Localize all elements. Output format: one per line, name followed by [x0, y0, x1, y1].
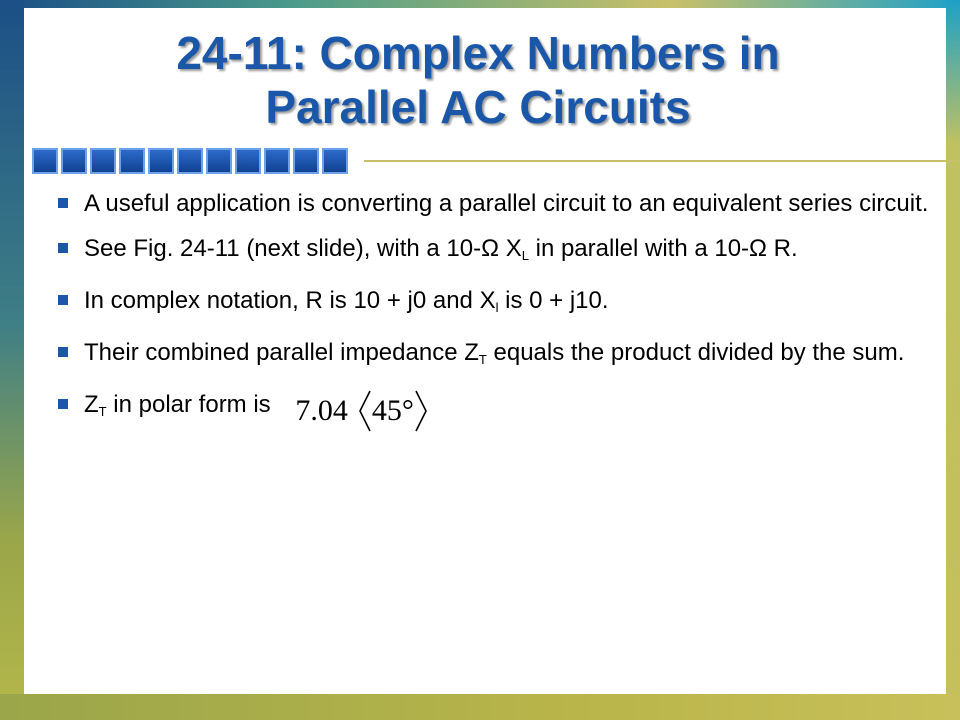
slide-body [24, 8, 946, 694]
polar-formula [295, 389, 428, 433]
bullet-item [58, 337, 938, 376]
square-bullet-icon [58, 198, 68, 208]
bullet-item [58, 233, 938, 272]
square-icon [177, 148, 203, 174]
square-bullet-icon [58, 347, 68, 357]
square-icon [235, 148, 261, 174]
subscript: l [495, 300, 499, 315]
top-border [0, 0, 960, 8]
bullet-text: is 0 + j10. [498, 287, 609, 314]
bullet-text: in polar form is [106, 391, 271, 418]
square-icon [119, 148, 145, 174]
right-angle-bracket-icon [414, 389, 428, 433]
square-icon [90, 148, 116, 174]
title-line-1: 24-11: Complex Numbers in [176, 27, 780, 79]
square-bullet-icon [58, 243, 68, 253]
right-border [946, 0, 960, 720]
bullet-text: A useful application is converting a parallel circuit to an equivalent series circuit. [84, 190, 929, 217]
square-icon [264, 148, 290, 174]
bullet-list [58, 188, 938, 446]
decorative-squares [32, 148, 351, 176]
title-rule [364, 160, 960, 162]
square-icon [322, 148, 348, 174]
bullet-text: In complex notation, R is 10 + j0 and X [84, 287, 496, 314]
square-icon [293, 148, 319, 174]
title-line-2: Parallel AC Circuits [265, 81, 691, 133]
square-icon [32, 148, 58, 174]
bullet-text: equals the product divided by the sum. [486, 339, 905, 366]
left-angle-bracket-icon [358, 389, 372, 433]
square-bullet-icon [58, 295, 68, 305]
square-icon [206, 148, 232, 174]
slide-title [48, 26, 908, 134]
square-bullet-icon [58, 399, 68, 409]
bullet-text: Their combined parallel impedance Z [84, 339, 479, 366]
polar-angle-value: 45° [371, 394, 414, 427]
bullet-text: in parallel with a 10-Ω R. [528, 235, 798, 262]
bullet-item [58, 188, 938, 220]
subscript: T [98, 404, 107, 419]
bullet-text: See Fig. 24-11 (next slide), with a 10-Ω X [84, 235, 522, 262]
left-border [0, 0, 24, 720]
bottom-border [0, 694, 960, 720]
subscript: T [478, 352, 487, 367]
subscript: L [521, 248, 529, 263]
square-icon [61, 148, 87, 174]
polar-angle [358, 389, 428, 433]
bullet-item [58, 285, 938, 324]
bullet-item [58, 389, 938, 433]
square-icon [148, 148, 174, 174]
bullet-text: Z [84, 391, 99, 418]
polar-magnitude: 7.04 [295, 394, 348, 427]
